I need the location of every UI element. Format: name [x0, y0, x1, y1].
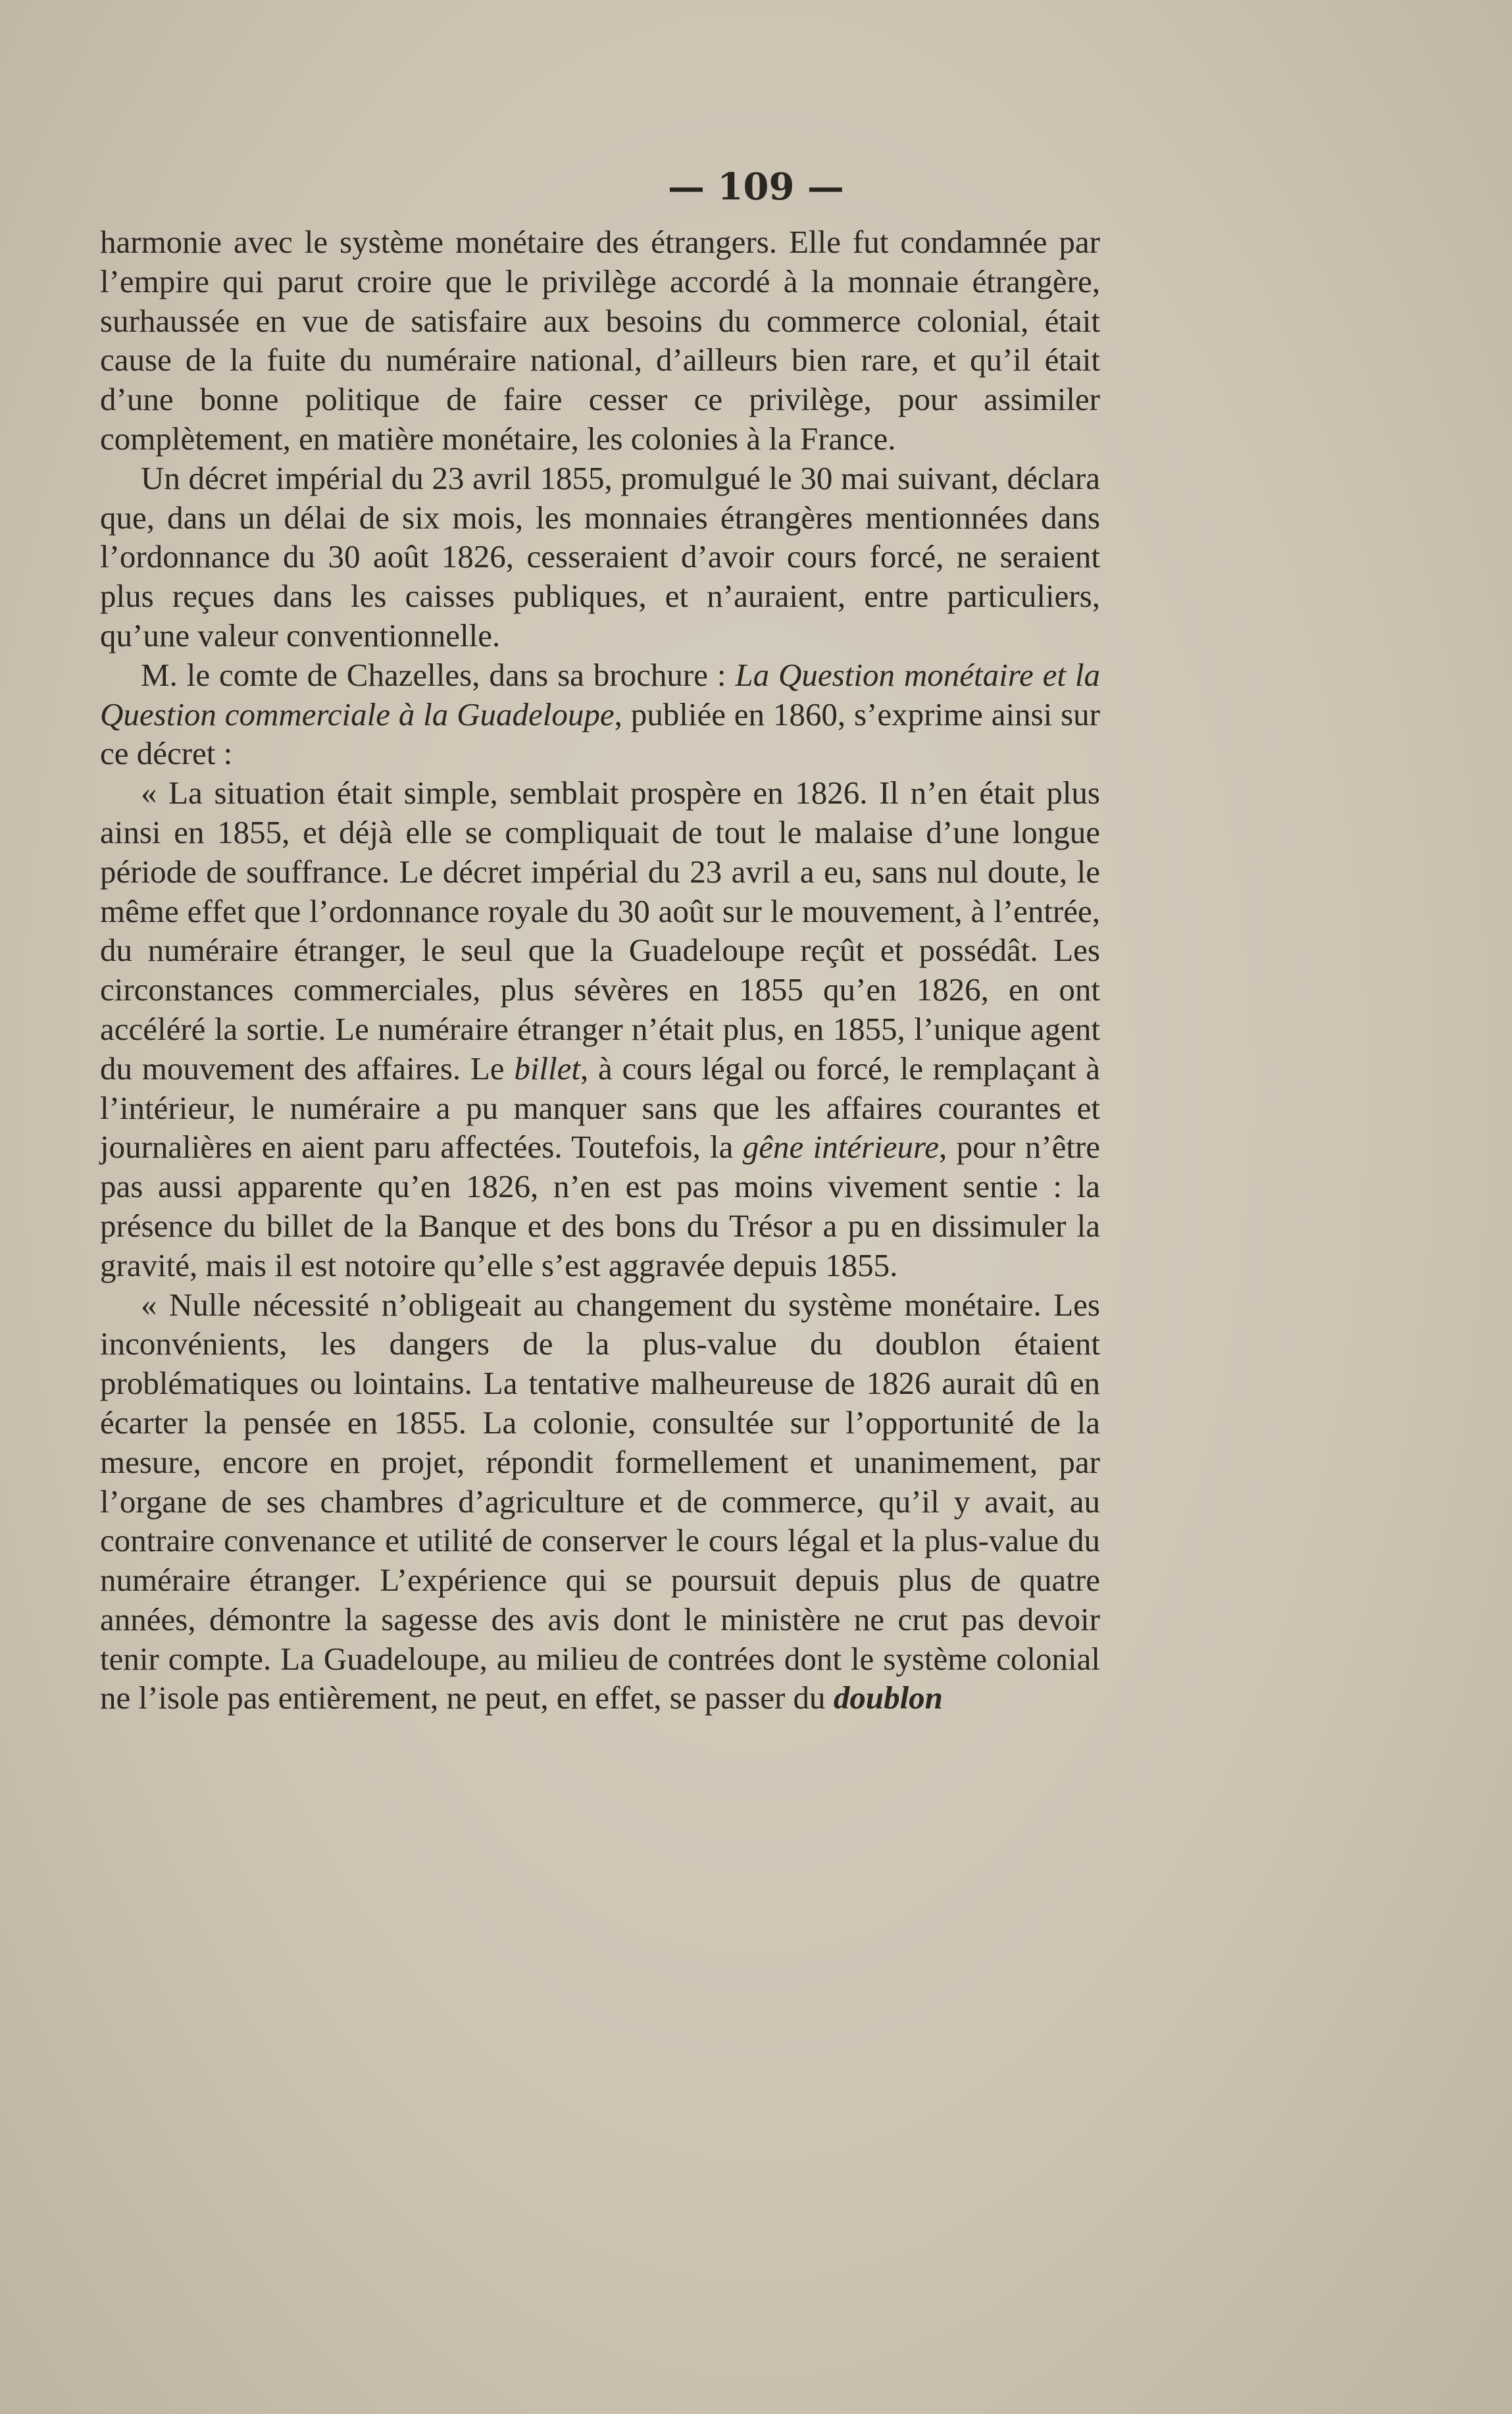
paragraph-1 — [100, 222, 1100, 459]
italic-word: billet — [514, 1050, 581, 1087]
paragraph-3 — [100, 655, 1100, 773]
text-run: , publiée en 1860, s’exprime ainsi sur ce décret : — [100, 696, 1100, 772]
paragraph-5 — [100, 1285, 1100, 1718]
text-run: M. le comte de Chazelles, dans sa brochure : — [141, 656, 736, 693]
paragraph-2 — [100, 459, 1100, 655]
bold-italic-text: doublon — [833, 1680, 943, 1716]
paragraph-4 — [100, 773, 1100, 1285]
italic-title: La Question monétaire et la Question commerciale à la Guadeloupe — [100, 656, 1100, 732]
text-run: , à cours légal ou forcé, le remplaçant à l’intérieur, le numéraire a pu manquer sans que les affaires courantes et journalières en aient paru affectées. Toutefois, la — [100, 1050, 1100, 1166]
italic-word: gêne intérieure — [742, 1129, 939, 1166]
body-text — [100, 222, 1100, 1718]
text-run: « Nulle nécessité n’obligeait au changement du système monétaire. Les inconvénients, les dangers de la plus-value du doublon étaient problématiques ou lointains. La tentative malheureuse de 1826 aurait dû en écarter la pensée en 1855. La colonie, consultée sur l’opportunité de la mesure, encore en projet, répondit formellement et unanimement, par l’organe de ses chambres d’agriculture et de commerce, qu’il y avait, au contraire convenance et utilité de conserver le cours légal et la plus-value du numéraire étranger. L’expérience qui se poursuit depuis plus de quatre années, démontre la sagesse des avis dont le ministère ne crut pas devoir tenir compte. La Guadeloupe, au milieu de contrées dont le système colonial ne l’isole pas entièrement, ne peut, en effet, se passer du — [100, 1286, 1100, 1716]
paragraph-text: Un décret impérial du 23 avril 1855, promulgué le 30 mai suivant, déclara que, dans un délai de six mois, les monnaies étrangères mentionnées dans l’ordonnance du 30 août 1826, cesseraient d’avoir cours forcé, ne seraient plus reçues dans les caisses publiques, et n’auraient, entre particuliers, qu’une valeur conventionnelle. — [100, 459, 1100, 654]
bold-italic-word — [834, 1680, 943, 1716]
paragraph-text: harmonie avec le système monétaire des étrangers. Elle fut condamnée par l’empire qui parut croire que le privilège accordé à la monnaie étrangère, surhaussée en vue de satisfaire aux besoins du commerce colonial, était cause de la fuite du numéraire national, d’ailleurs bien rare, et qu’il était d’une bonne politique de faire cesser ce privilège, pour assimiler complètement, en matière monétaire, les colonies à la France. — [100, 224, 1100, 457]
page-number: — 109 — — [668, 165, 844, 209]
text-run: « La situation était simple, semblait prospère en 1826. Il n’en était plus ainsi en 1855, et déjà elle se compliquait de tout le malaise d’une longue période de souffrance. Le décret impérial du 23 avril a eu, sans nul doute, le même effet que l’ordonnance royale du 30 août sur le mouvement, à l’entrée, du numéraire étranger, le seul que la Guadeloupe reçût et possédât. Les circonstances commerciales, plus sévères en 1855 qu’en 1826, en ont accéléré la sortie. Le numéraire étranger n’était plus, en 1855, l’unique agent du mouvement des affaires. Le — [100, 775, 1100, 1087]
text-run: , pour n’être pas aussi apparente qu’en 1826, n’en est pas moins vivement sentie : la présence du billet de la Banque et des bons du Trésor a pu en dissimuler la gravité, mais il est notoire qu’elle s’est aggravée depuis 1855. — [100, 1129, 1100, 1283]
